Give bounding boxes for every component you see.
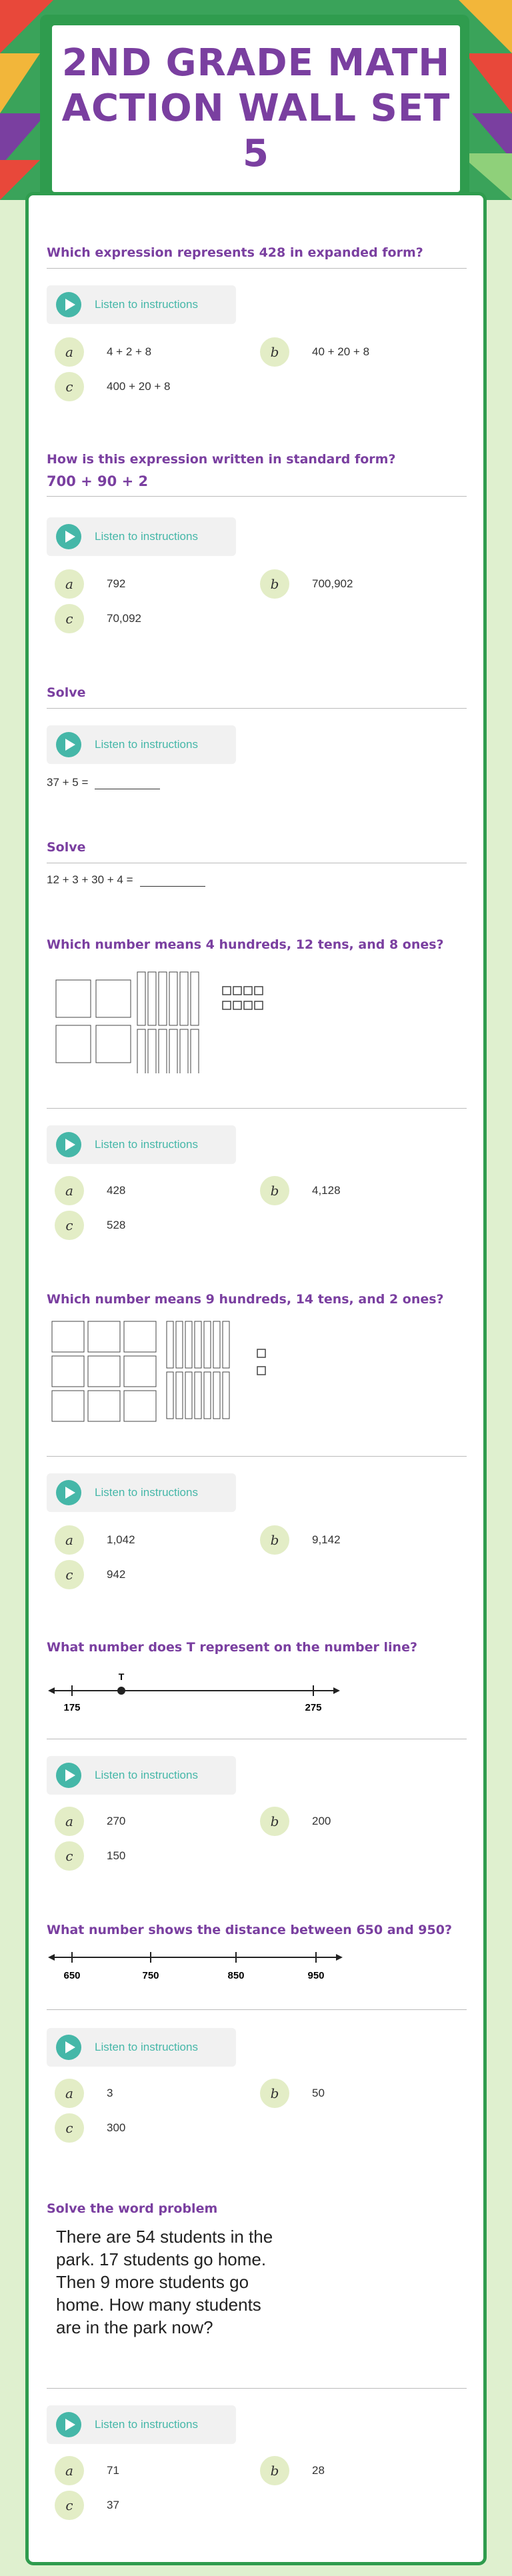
option-a[interactable]: a 4 + 2 + 8 [55, 337, 151, 367]
title-card [52, 25, 460, 192]
play-icon [56, 1763, 81, 1788]
play-icon [56, 1480, 81, 1505]
option-b[interactable]: b 50 [260, 2079, 325, 2108]
play-icon [56, 1132, 81, 1157]
question-1 [47, 244, 467, 269]
listen-button[interactable]: Listen to instructions [47, 1125, 236, 1164]
option-b[interactable]: b 4,128 [260, 1176, 341, 1205]
question-6: Which number means 9 hundreds, 14 tens, and 2 ones? [47, 1292, 444, 1307]
svg-text:750: 750 [142, 1970, 159, 1981]
listen-button[interactable]: Listen to instructions [47, 285, 236, 324]
question-2 [47, 451, 467, 497]
listen-button[interactable]: Listen to instructions [47, 517, 236, 556]
word-problem-text: There are 54 students in the park. 17 students go home. Then 9 more students go home. How many students are in the park now? [56, 2227, 273, 2337]
listen-button[interactable]: Listen to instructions [47, 1473, 236, 1512]
play-icon [56, 292, 81, 317]
question-title: How is this expression written in standard form? [47, 452, 396, 467]
option-b[interactable]: b 200 [260, 1807, 331, 1836]
play-icon [56, 524, 81, 549]
option-b[interactable]: b 28 [260, 2456, 325, 2485]
listen-button[interactable]: Listen to instructions [47, 2028, 236, 2067]
equation-line: 37 + 5 = [47, 776, 160, 789]
play-icon [56, 732, 81, 757]
number-line [47, 1944, 353, 1991]
page-title-line2: ACTION WALL SET 5 [61, 87, 451, 175]
option-b[interactable]: b 40 + 20 + 8 [260, 337, 369, 367]
option-a[interactable]: a 71 [55, 2456, 119, 2485]
equation-line: 12 + 3 + 30 + 4 = [47, 873, 205, 887]
question-7: What number does T represent on the number line? [47, 1640, 417, 1655]
option-c[interactable]: c 528 [55, 1211, 125, 1240]
page-title-line1: 2ND GRADE MATH [61, 41, 451, 85]
option-b[interactable]: b 700,902 [260, 569, 353, 599]
question-title: Which expression represents 428 in expanded form? [47, 245, 423, 260]
option-c[interactable]: c 400 + 20 + 8 [55, 372, 170, 401]
option-a[interactable]: a 270 [55, 1807, 125, 1836]
point-t [117, 1687, 125, 1695]
option-c[interactable]: c 942 [55, 1560, 125, 1589]
play-icon [56, 2412, 81, 2437]
option-c[interactable]: c 37 [55, 2491, 119, 2520]
svg-text:850: 850 [227, 1970, 245, 1981]
answer-blank[interactable] [140, 875, 205, 887]
option-a[interactable]: a 792 [55, 569, 125, 599]
svg-text:650: 650 [63, 1970, 81, 1981]
listen-button[interactable]: Listen to instructions [47, 1756, 236, 1795]
question-expression: 700 + 90 + 2 [47, 473, 149, 489]
option-c[interactable]: c 70,092 [55, 604, 141, 633]
base-ten-blocks-image [49, 1319, 276, 1425]
answer-blank[interactable] [95, 778, 160, 789]
listen-button[interactable]: Listen to instructions [47, 2405, 236, 2444]
number-line [47, 1665, 347, 1719]
option-c[interactable]: c 150 [55, 1841, 125, 1871]
svg-text:T: T [118, 1671, 125, 1682]
base-ten-blocks-image [55, 967, 288, 1073]
option-c[interactable]: c 300 [55, 2113, 125, 2143]
svg-text:950: 950 [307, 1970, 325, 1981]
option-a[interactable]: a 3 [55, 2079, 113, 2108]
listen-button[interactable]: Listen to instructions [47, 725, 236, 764]
question-8: What number shows the distance between 650 and 950? [47, 1923, 452, 1937]
question-5: Which number means 4 hundreds, 12 tens, and 8 ones? [47, 937, 444, 952]
svg-text:275: 275 [305, 1702, 322, 1713]
svg-text:175: 175 [63, 1702, 81, 1713]
option-a[interactable]: a 1,042 [55, 1525, 135, 1555]
question-3: Solve [47, 684, 467, 709]
play-icon [56, 2035, 81, 2060]
question-9: Solve the word problem [47, 2201, 218, 2216]
question-4: Solve [47, 839, 467, 863]
option-a[interactable]: a 428 [55, 1176, 125, 1205]
option-b[interactable]: b 9,142 [260, 1525, 341, 1555]
